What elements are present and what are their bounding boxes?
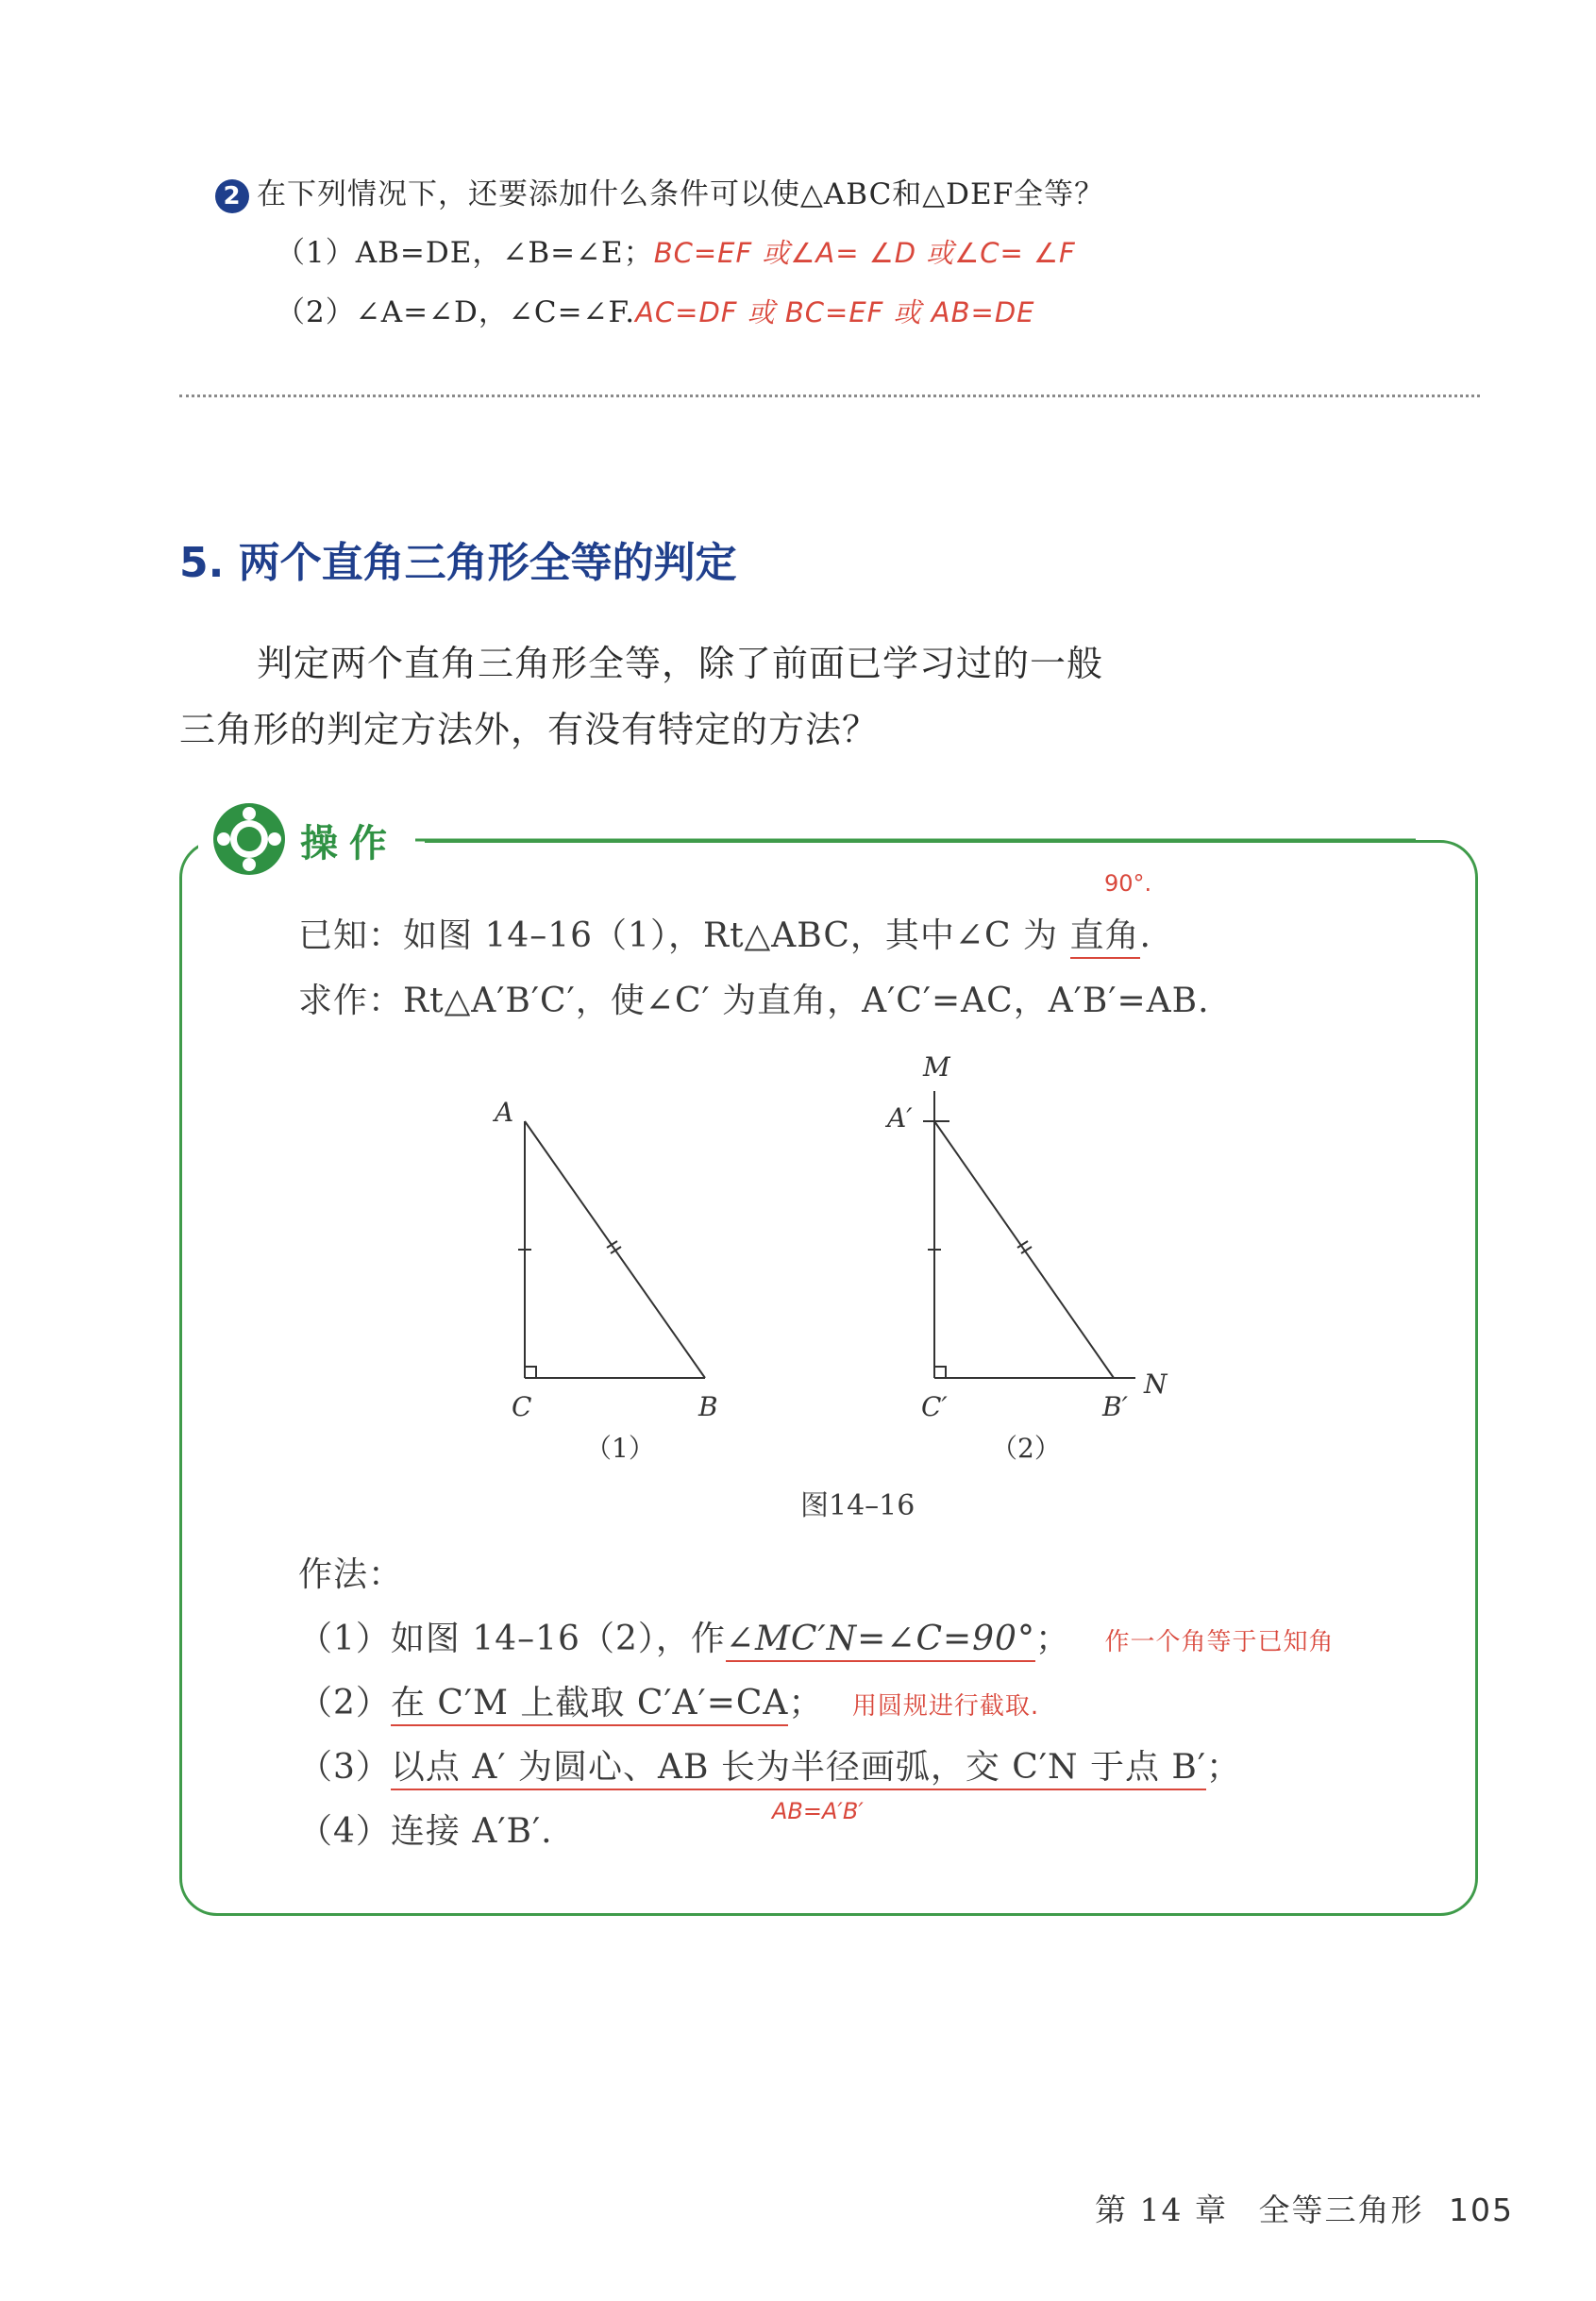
figure-14-16	[472, 1048, 1227, 1482]
section-divider	[179, 395, 1480, 397]
operation-icon	[213, 803, 285, 875]
item-2-given: （2）∠A=∠D，∠C=∠F.	[276, 295, 636, 329]
footer-chapter: 第 14 章	[1095, 2192, 1228, 2228]
item-1-answer: BC=EF 或∠A= ∠D 或∠C= ∠F	[653, 237, 1076, 269]
step-3-underlined: 以点 A′ 为圆心、AB 长为半径画弧，交 C′N 于点 B′	[391, 1748, 1206, 1790]
step-1-suffix: ；	[1034, 1620, 1070, 1658]
operation-label: 操作	[300, 822, 398, 865]
figure-title: 图14–16	[800, 1489, 916, 1522]
known-underlined: 直角	[1070, 916, 1140, 959]
step-2	[298, 1676, 1039, 1724]
step-3-prefix: （3）	[298, 1748, 391, 1787]
known-text: 已知：如图 14–16（1），Rt△ABC，其中∠C 为	[298, 916, 1059, 955]
method-title: 作法：	[298, 1555, 404, 1594]
step-1-prefix: （1）如图 14–16（2），作	[298, 1620, 726, 1658]
footer-chapter-title: 全等三角形	[1258, 2192, 1424, 2228]
known-line	[298, 909, 1151, 957]
label-C-prime: C′	[921, 1391, 948, 1422]
step-1	[298, 1612, 1334, 1660]
step-2-note: 用圆规进行截取.	[851, 1692, 1040, 1721]
label-M: M	[923, 1051, 950, 1083]
intro-line-2: 三角形的判定方法外，有没有特定的方法？	[179, 709, 880, 750]
operation-header-line	[415, 831, 1480, 849]
page-footer	[1095, 2186, 1514, 2230]
intro-line-1: 判定两个直角三角形全等，除了前面已学习过的一般	[257, 643, 1104, 684]
caption-2: （2）	[991, 1433, 1061, 1464]
step-1-note: 作一个角等于已知角	[1104, 1628, 1335, 1656]
caption-1: （1）	[585, 1433, 655, 1464]
exercise-question	[215, 170, 1104, 213]
exercise-item-1	[276, 228, 1076, 271]
item-1-given: （1）AB=DE，∠B=∠E；	[276, 236, 654, 270]
step-2-underlined: 在 C′M 上截取 C′A′=CA	[391, 1684, 789, 1726]
step-1-underlined: ∠MC′N=∠C=90°	[726, 1620, 1035, 1662]
label-C: C	[512, 1391, 532, 1422]
label-B-prime: B′	[1102, 1391, 1128, 1422]
question-text: 在下列情况下，还要添加什么条件可以使△ABC和△DEF全等？	[257, 177, 1105, 211]
step-3	[298, 1740, 1241, 1789]
step-3-suffix: ；	[1206, 1748, 1242, 1787]
label-A: A	[495, 1097, 514, 1128]
annotation-90: 90°.	[1104, 870, 1152, 897]
step-4: （4）连接 A′B′.	[298, 1812, 553, 1851]
label-A-prime: A′	[887, 1102, 913, 1134]
known-end: .	[1139, 916, 1151, 955]
section-title: 5. 两个直角三角形全等的判定	[179, 539, 737, 587]
step-2-prefix: （2）	[298, 1684, 391, 1722]
page-number: 105	[1448, 2192, 1514, 2228]
label-B: B	[698, 1391, 718, 1422]
step-2-suffix: ；	[788, 1684, 824, 1722]
step-4-note: AB=A′B′	[772, 1798, 864, 1824]
construct-line: 求作：Rt△A′B′C′，使∠C′ 为直角，A′C′=AC，A′B′=AB.	[298, 982, 1210, 1020]
exercise-number-badge: 2	[215, 179, 249, 213]
exercise-item-2	[276, 288, 1034, 330]
item-2-answer: AC=DF 或 BC=EF 或 AB=DE	[635, 296, 1035, 328]
label-N: N	[1144, 1369, 1168, 1400]
